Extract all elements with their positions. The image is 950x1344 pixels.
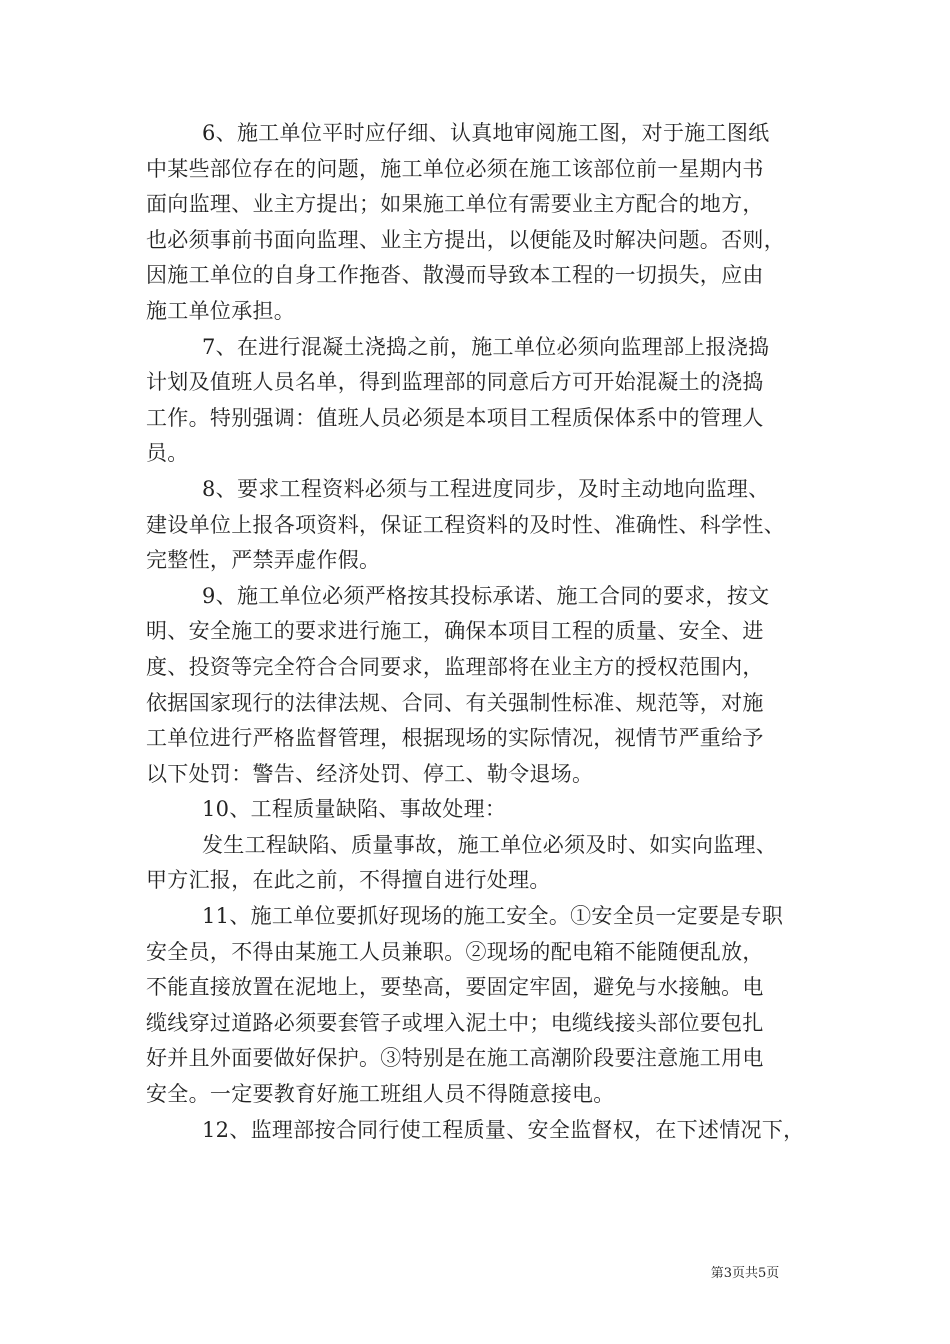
text-line: 缆线穿过道路必须要套管子或埋入泥土中；电缆线接头部位要包扎	[146, 1010, 764, 1035]
text-line: 中某些部位存在的问题，施工单位必须在施工该部位前一星期内书	[146, 156, 764, 181]
page-number: 第3页共5页	[710, 1266, 780, 1281]
text-line: 安全员，不得由某施工人员兼职。②现场的配电箱不能随便乱放，	[146, 939, 764, 964]
text-line: 10、工程质量缺陷、事故处理：	[202, 797, 507, 822]
text-line: 也必须事前书面向监理、业主方提出，以便能及时解决问题。否则，	[146, 227, 785, 252]
text-line: 工单位进行严格监督管理，根据现场的实际情况，视情节严重给予	[146, 726, 764, 751]
text-line: 好并且外面要做好保护。③特别是在施工高潮阶段要注意施工用电	[146, 1046, 764, 1071]
text-line: 发生工程缺陷、质量事故，施工单位必须及时、如实向监理、	[202, 832, 778, 857]
text-line: 9、施工单位必须严格按其投标承诺、施工合同的要求，按文	[202, 583, 770, 608]
body-text	[146, 116, 826, 1148]
text-line: 8、要求工程资料必须与工程进度同步，及时主动地向监理、	[202, 476, 770, 501]
text-line: 计划及值班人员名单，得到监理部的同意后方可开始混凝土的浇捣	[146, 370, 764, 395]
text-line: 安全。一定要教育好施工班组人员不得随意接电。	[146, 1082, 615, 1107]
text-line: 12、监理部按合同行使工程质量、安全监督权，在下述情况下，	[202, 1117, 805, 1142]
text-line: 6、施工单位平时应仔细、认真地审阅施工图，对于施工图纸	[202, 121, 770, 145]
text-line: 员。	[146, 441, 189, 466]
text-line: 不能直接放置在泥地上，要垫高，要固定牢固，避免与水接触。电	[146, 975, 764, 1000]
text-line: 因施工单位的自身工作拖沓、散漫而导致本工程的一切损失，应由	[146, 263, 764, 288]
text-line: 施工单位承担。	[146, 298, 296, 323]
text-line: 度、投资等完全符合合同要求，监理部将在业主方的授权范围内，	[146, 654, 764, 679]
text-line: 甲方汇报，在此之前，不得擅自进行处理。	[146, 868, 551, 893]
text-line: 依据国家现行的法律法规、合同、有关强制性标准、规范等，对施	[146, 690, 764, 715]
text-line: 面向监理、业主方提出；如果施工单位有需要业主方配合的地方，	[146, 192, 764, 217]
text-line: 工作。特别强调：值班人员必须是本项目工程质保体系中的管理人	[146, 405, 764, 430]
text-line: 7、在进行混凝土浇捣之前，施工单位必须向监理部上报浇捣	[202, 334, 770, 359]
text-line: 明、安全施工的要求进行施工，确保本项目工程的质量、安全、进	[146, 619, 764, 644]
text-line: 完整性，严禁弄虚作假。	[146, 548, 381, 573]
text-line: 建设单位上报各项资料，保证工程资料的及时性、准确性、科学性、	[146, 512, 785, 537]
text-line: 11、施工单位要抓好现场的施工安全。①安全员一定要是专职	[202, 904, 784, 929]
text-line: 以下处罚：警告、经济处罚、停工、勒令退场。	[146, 761, 594, 786]
